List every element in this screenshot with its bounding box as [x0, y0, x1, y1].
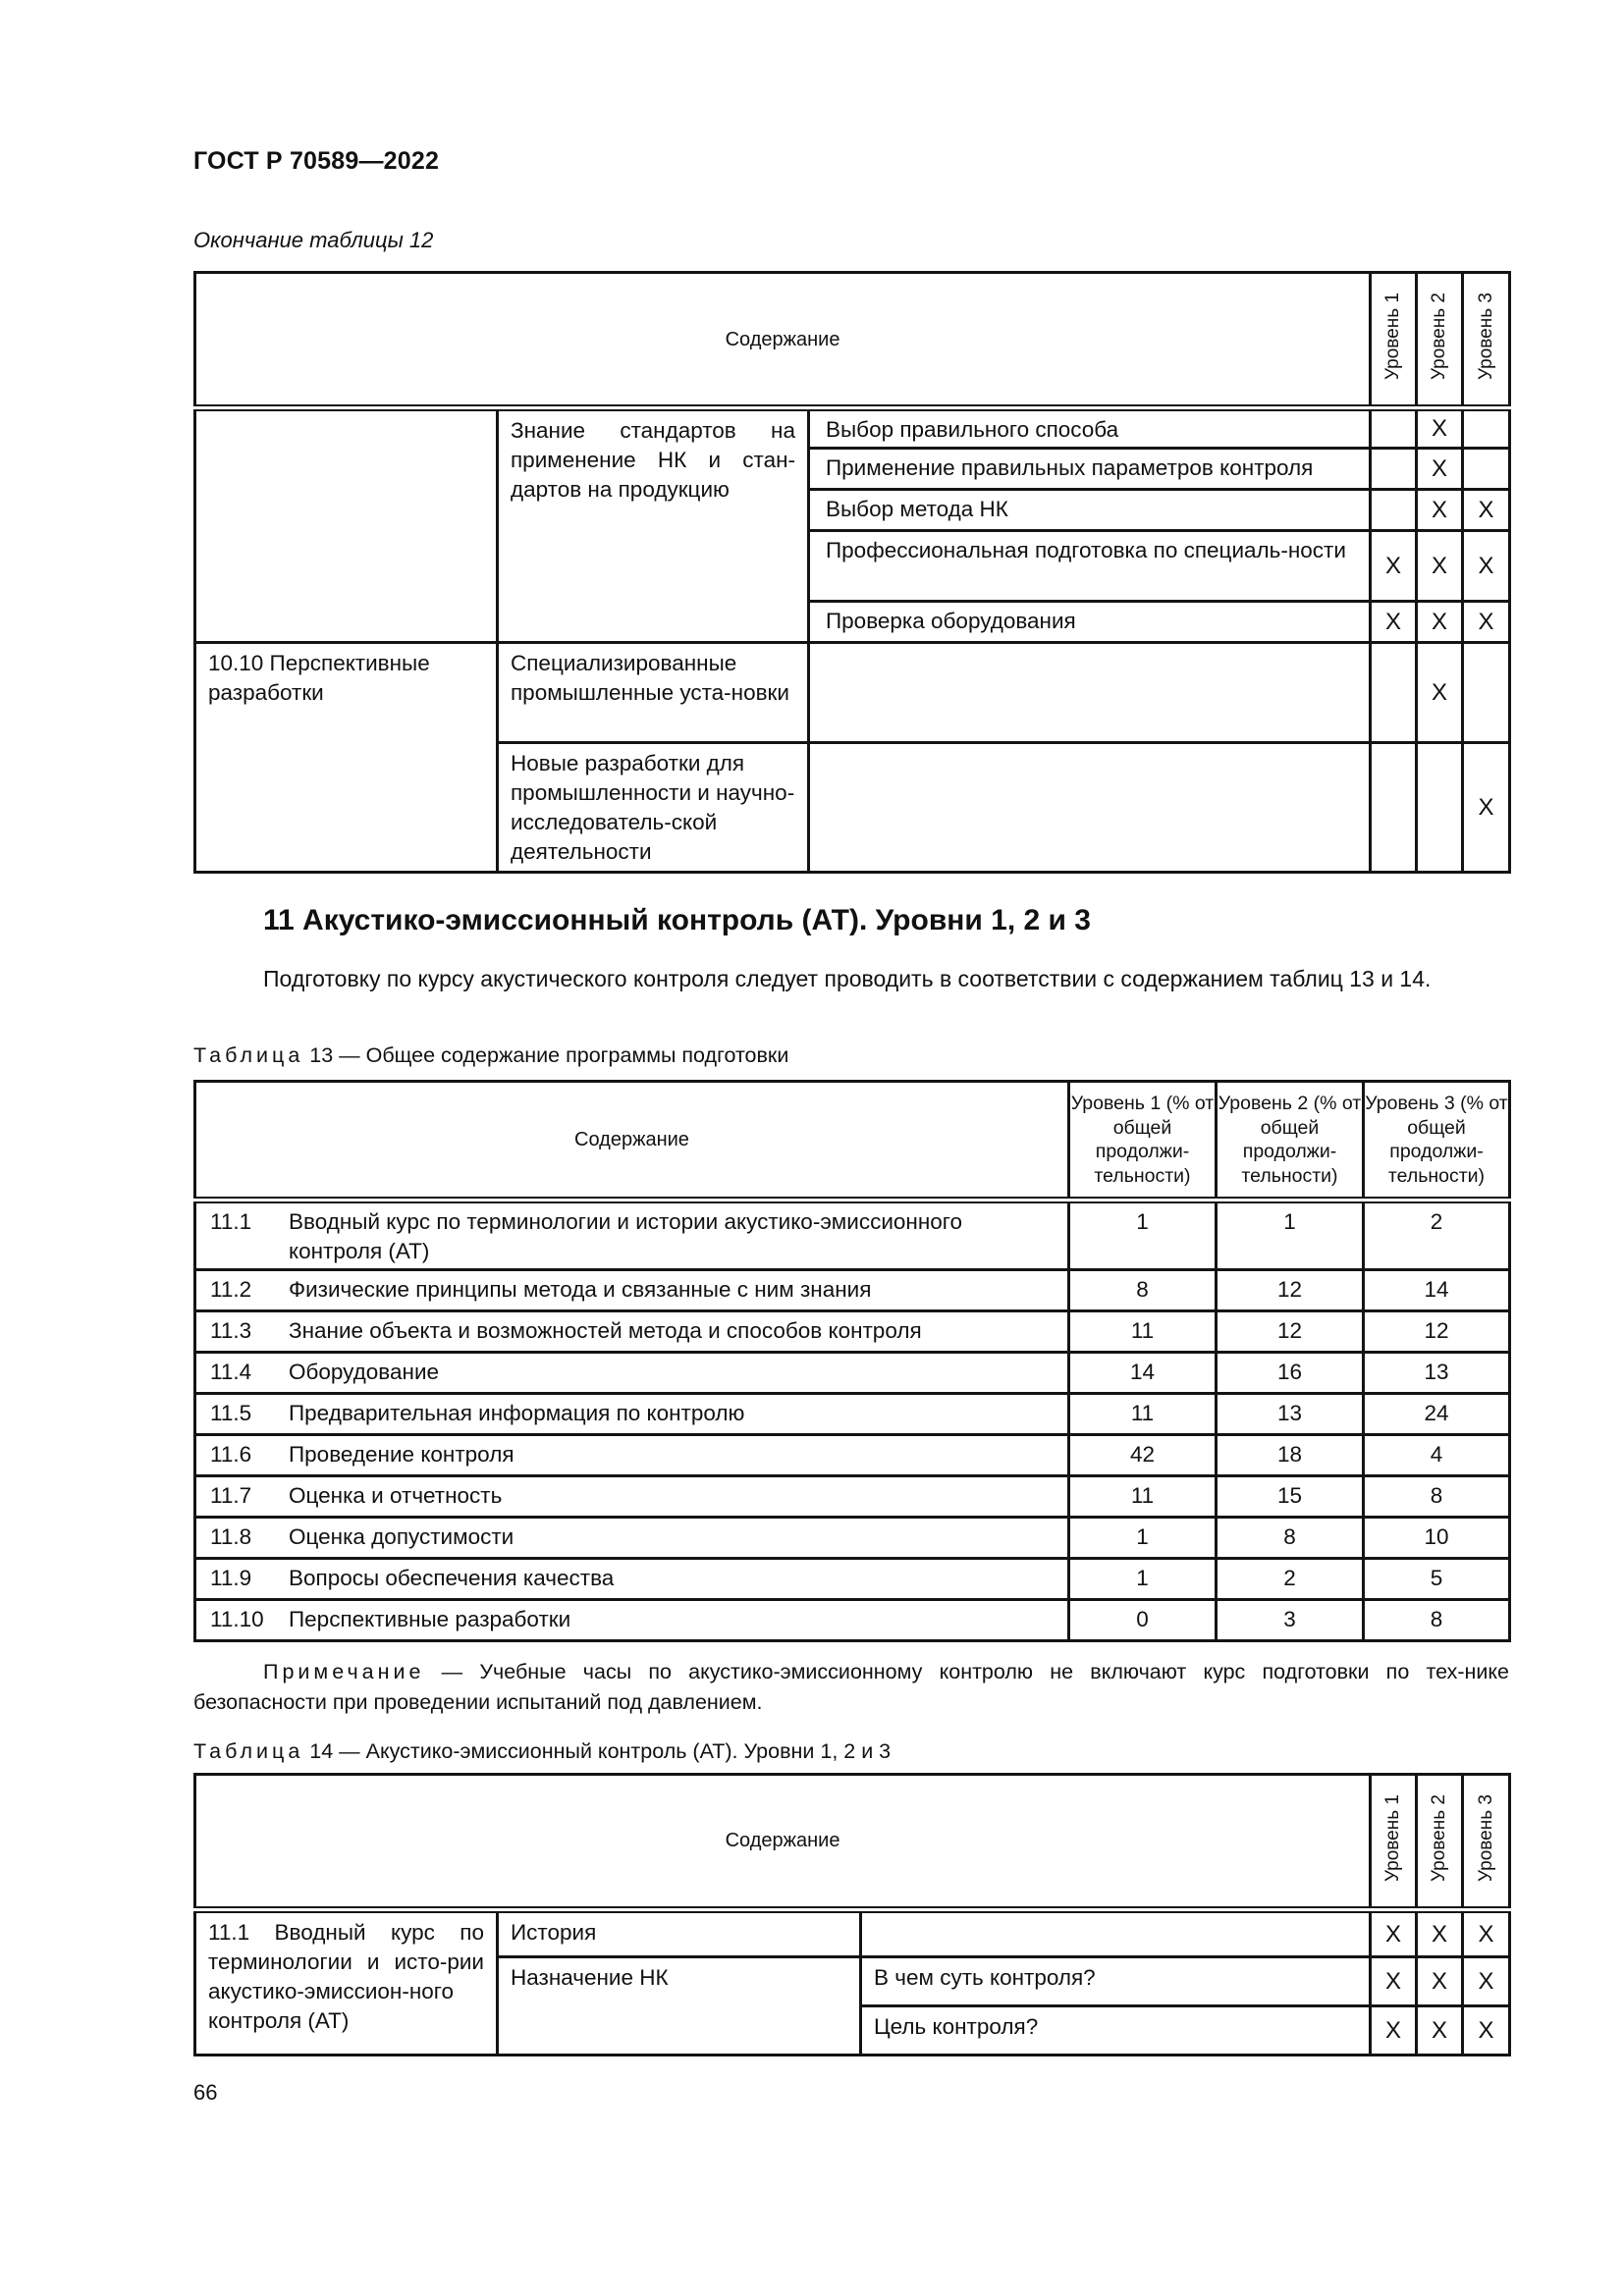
level-3-value: 2	[1364, 1201, 1510, 1270]
table-row	[195, 1311, 1510, 1353]
item-cell: Проверка оборудования	[809, 602, 1371, 643]
level-2-value: 8	[1217, 1518, 1364, 1559]
subtopic-cell: Назначение НК	[498, 1957, 861, 2056]
level-3-mark: X	[1463, 1910, 1510, 1957]
header-level-1: Уровень 1	[1382, 1794, 1404, 1883]
level-2-value: 16	[1217, 1353, 1364, 1394]
level-1-value: 1	[1069, 1559, 1217, 1600]
row-text: Физические принципы метода и связанные с ним знания	[289, 1277, 872, 1302]
table-row	[195, 408, 1510, 449]
level-3-mark: X	[1463, 2006, 1510, 2056]
item-cell: Применение правильных параметров контроля	[809, 449, 1371, 490]
item-cell: Выбор метода НК	[809, 490, 1371, 531]
item-cell: Профессиональная подготовка по специаль-ности	[809, 531, 1371, 602]
section-title: 11 Акустико-эмиссионный контроль (АТ). Уровни 1, 2 и 3	[263, 904, 1091, 936]
header-level-2: Уровень 2	[1429, 293, 1450, 381]
header-level-3: Уровень 3 (% от общей продолжи-тельности)	[1364, 1082, 1510, 1201]
row-number: 11.1	[210, 1209, 252, 1234]
level-1-value: 1	[1069, 1201, 1217, 1270]
caption-text: 13 — Общее содержание программы подготовки	[303, 1043, 789, 1067]
level-3-mark: X	[1463, 743, 1510, 873]
table-row	[195, 1270, 1510, 1311]
level-1-mark: X	[1371, 2006, 1417, 2056]
level-3-value: 24	[1364, 1394, 1510, 1435]
row-number: 11.7	[210, 1483, 252, 1508]
header-level-1: Уровень 1	[1382, 293, 1404, 381]
level-2-value: 15	[1217, 1476, 1364, 1518]
level-2-value: 13	[1217, 1394, 1364, 1435]
topic-cell	[195, 408, 498, 643]
caption-text: 14 — Акустико-эмиссионный контроль (АТ). Уровни 1, 2 и 3	[303, 1739, 892, 1763]
header-content: Содержание	[195, 273, 1371, 408]
level-1-mark	[1371, 408, 1417, 449]
row-text: Знание объекта и возможностей метода и способов контроля	[289, 1318, 922, 1343]
caption-prefix: Таблица	[193, 1739, 304, 1763]
level-3-mark	[1463, 449, 1510, 490]
level-2-value: 2	[1217, 1559, 1364, 1600]
paragraph-text: Подготовку по курсу акустического контроля следует проводить в соответствии с содержанием таблиц 13 и 14.	[263, 966, 1432, 991]
level-3-mark	[1463, 408, 1510, 449]
level-3-mark: X	[1463, 1957, 1510, 2006]
level-1-value: 1	[1069, 1518, 1217, 1559]
table-13-caption	[193, 1043, 788, 1068]
table-row	[195, 1476, 1510, 1518]
row-text: Предварительная информация по контролю	[289, 1401, 745, 1425]
table-row	[195, 1394, 1510, 1435]
level-3-value: 10	[1364, 1518, 1510, 1559]
level-3-value: 14	[1364, 1270, 1510, 1311]
table-14-caption	[193, 1739, 891, 1764]
level-1-value: 42	[1069, 1435, 1217, 1476]
row-text: Проведение контроля	[289, 1442, 514, 1467]
row-number: 11.6	[210, 1442, 252, 1467]
level-1-mark: X	[1371, 1957, 1417, 2006]
subtopic-cell: Знание стандартов на применение НК и стан-дартов на продукцию	[498, 408, 809, 643]
table-row	[195, 1201, 1510, 1270]
table-row	[195, 643, 1510, 743]
level-2-value: 3	[1217, 1600, 1364, 1641]
level-2-mark: X	[1417, 449, 1463, 490]
row-text: Вводный курс по терминологии и истории акустико-эмиссионного контроля (АТ)	[289, 1209, 963, 1263]
level-1-value: 0	[1069, 1600, 1217, 1641]
topic-cell: 11.1 Вводный курс по терминологии и исто-рии акустико-эмиссион-ного контроля (АТ)	[195, 1910, 498, 2056]
header-level-2: Уровень 2	[1429, 1794, 1450, 1883]
header-level-2: Уровень 2 (% от общей продолжи-тельности)	[1217, 1082, 1364, 1201]
level-1-mark	[1371, 449, 1417, 490]
item-cell: Выбор правильного способа	[809, 408, 1371, 449]
table-12	[193, 271, 1511, 874]
level-3-value: 4	[1364, 1435, 1510, 1476]
level-2-mark: X	[1417, 643, 1463, 743]
row-text: Оценка допустимости	[289, 1524, 514, 1549]
level-2-mark: X	[1417, 490, 1463, 531]
level-2-mark: X	[1417, 531, 1463, 602]
level-2-value: 12	[1217, 1270, 1364, 1311]
level-3-value: 12	[1364, 1311, 1510, 1353]
row-number: 11.9	[210, 1566, 252, 1590]
level-3-value: 8	[1364, 1476, 1510, 1518]
row-text: Оценка и отчетность	[289, 1483, 503, 1508]
level-3-value: 13	[1364, 1353, 1510, 1394]
note-label: Примечание	[263, 1660, 425, 1683]
level-1-mark: X	[1371, 602, 1417, 643]
level-3-mark: X	[1463, 531, 1510, 602]
item-cell	[809, 743, 1371, 873]
subtopic-cell: История	[498, 1910, 861, 1957]
level-2-value: 12	[1217, 1311, 1364, 1353]
level-3-mark	[1463, 643, 1510, 743]
level-1-value: 11	[1069, 1311, 1217, 1353]
level-1-mark: X	[1371, 531, 1417, 602]
table-row	[195, 1353, 1510, 1394]
row-number: 11.5	[210, 1401, 252, 1425]
level-1-value: 8	[1069, 1270, 1217, 1311]
note-text: — Учебные часы по акустико-эмиссионному контролю не включают курс подготовки по тех-нике безопасности при проведении испытаний под давлением.	[193, 1660, 1509, 1714]
header-content: Содержание	[195, 1775, 1371, 1910]
level-3-mark: X	[1463, 602, 1510, 643]
level-2-value: 1	[1217, 1201, 1364, 1270]
page-number: 66	[193, 2080, 218, 2105]
subtopic-cell: Специализированные промышленные уста-новки	[498, 643, 809, 743]
item-cell: В чем суть контроля?	[861, 1957, 1371, 2006]
header-level-1: Уровень 1 (% от общей продолжи-тельности)	[1069, 1082, 1217, 1201]
level-2-mark: X	[1417, 2006, 1463, 2056]
level-1-value: 11	[1069, 1394, 1217, 1435]
header-level-3: Уровень 3	[1475, 293, 1496, 381]
level-1-mark: X	[1371, 1910, 1417, 1957]
level-2-mark	[1417, 743, 1463, 873]
level-1-mark	[1371, 490, 1417, 531]
table-row	[195, 1600, 1510, 1641]
level-1-mark	[1371, 643, 1417, 743]
row-number: 11.4	[210, 1360, 252, 1384]
table-row	[195, 1559, 1510, 1600]
level-1-value: 11	[1069, 1476, 1217, 1518]
header-level-3: Уровень 3	[1475, 1794, 1496, 1883]
row-number: 11.8	[210, 1524, 252, 1549]
row-number: 11.3	[210, 1318, 252, 1343]
table-row	[195, 1518, 1510, 1559]
table-continuation-caption: Окончание таблицы 12	[193, 228, 434, 252]
caption-prefix: Таблица	[193, 1043, 304, 1067]
table-row	[195, 1910, 1510, 1957]
row-text: Перспективные разработки	[289, 1607, 571, 1631]
document-id: ГОСТ Р 70589—2022	[193, 147, 440, 175]
level-2-mark: X	[1417, 1957, 1463, 2006]
level-2-value: 18	[1217, 1435, 1364, 1476]
table-14	[193, 1773, 1511, 2056]
level-3-value: 5	[1364, 1559, 1510, 1600]
level-2-mark: X	[1417, 408, 1463, 449]
row-text: Оборудование	[289, 1360, 440, 1384]
row-number: 11.10	[210, 1607, 264, 1631]
row-text: Вопросы обеспечения качества	[289, 1566, 615, 1590]
level-2-mark: X	[1417, 1910, 1463, 1957]
level-1-mark	[1371, 743, 1417, 873]
table-13-note	[193, 1657, 1509, 1718]
level-1-value: 14	[1069, 1353, 1217, 1394]
item-cell	[809, 643, 1371, 743]
table-13	[193, 1080, 1511, 1642]
row-number: 11.2	[210, 1277, 252, 1302]
section-paragraph	[193, 964, 1509, 994]
table-row	[195, 1435, 1510, 1476]
subtopic-cell: Новые разработки для промышленности и научно-исследователь-ской деятельности	[498, 743, 809, 873]
level-2-mark: X	[1417, 602, 1463, 643]
topic-cell: 10.10 Перспективные разработки	[195, 643, 498, 873]
level-3-mark: X	[1463, 490, 1510, 531]
header-content: Содержание	[195, 1082, 1069, 1201]
item-cell: Цель контроля?	[861, 2006, 1371, 2056]
item-cell	[861, 1910, 1371, 1957]
level-3-value: 8	[1364, 1600, 1510, 1641]
